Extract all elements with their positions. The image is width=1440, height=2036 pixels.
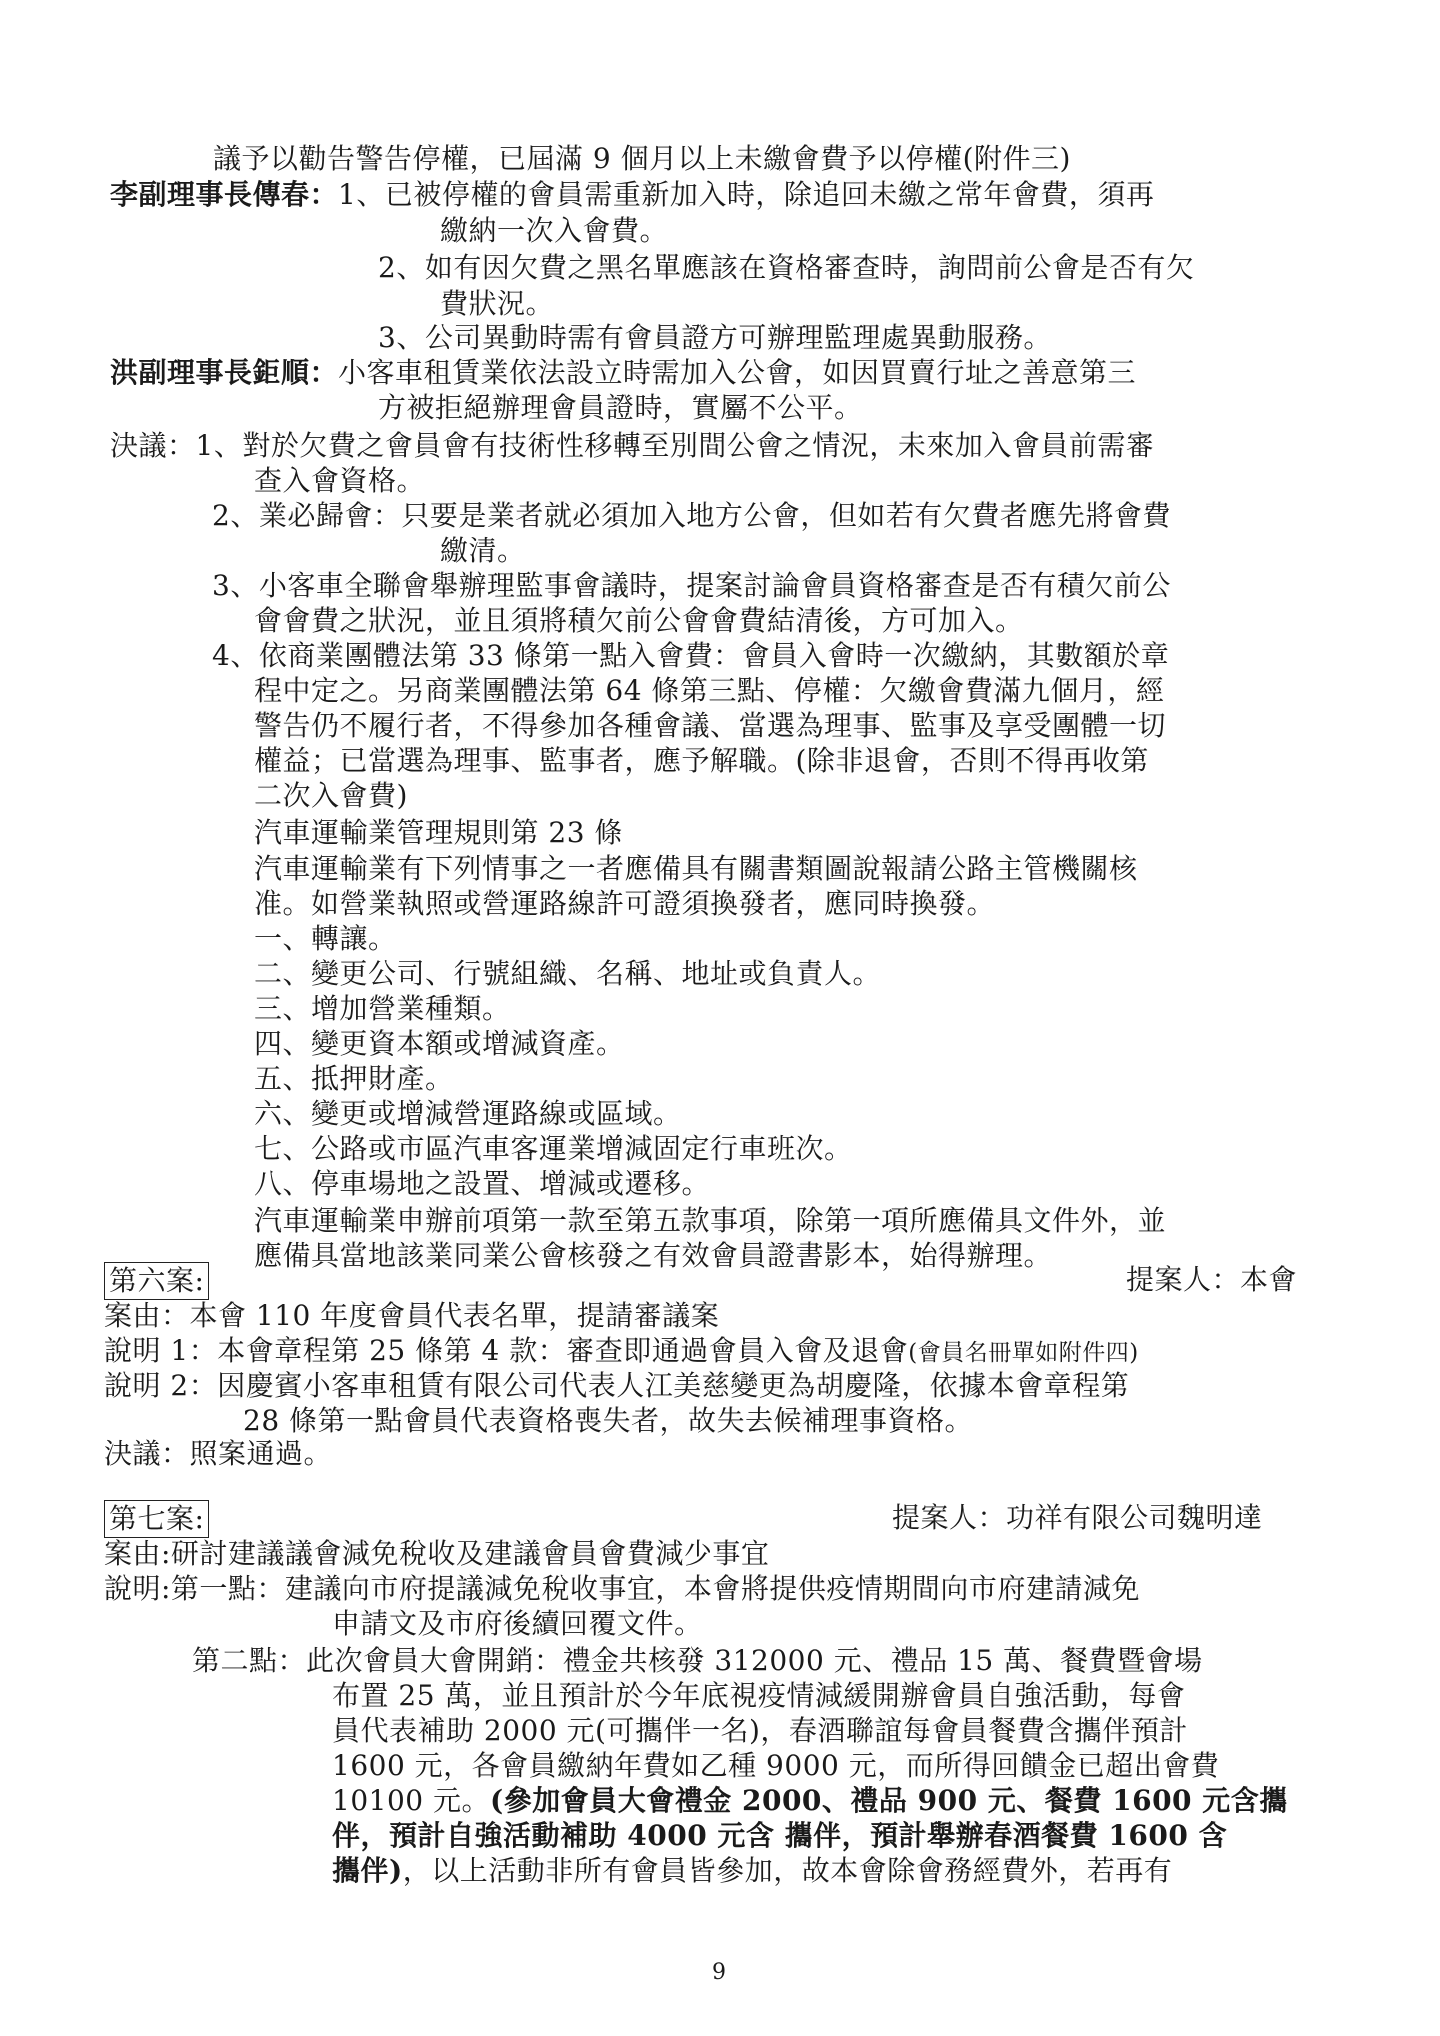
text-line: 汽車運輸業有下列情事之一者應備具有關書類圖說報請公路主管機關核 <box>254 852 1138 885</box>
text-line: 程中定之。另商業團體法第 64 條第三點、停權：欠繳會費滿九個月，經 <box>254 674 1165 707</box>
text-line: 二次入會費) <box>254 779 408 812</box>
text-line <box>110 177 1154 213</box>
list-item: 四、變更資本額或增減資產。 <box>254 1027 625 1060</box>
speaker-name: 洪副理事長鉅順： <box>110 356 339 389</box>
text-line <box>110 355 1136 391</box>
text-line: 會會費之狀況，並且須將積欠前公會會費結清後，方可加入。 <box>254 604 1024 637</box>
text-line: 警告仍不履行者，不得參加各種會議、當選為理事、監事及享受團體一切 <box>254 709 1167 742</box>
text-line: 3、小客車全聯會舉辦理監事會議時，提案討論會員資格審查是否有積欠前公 <box>212 569 1171 602</box>
list-item: 六、變更或增減營運路線或區域。 <box>254 1097 682 1130</box>
text-line: 權益；已當選為理事、監事者，應予解職。(除非退會，否則不得再收第 <box>254 744 1149 777</box>
text-line: 繳清。 <box>440 534 526 567</box>
bold-note: 伴，預計自強活動補助 4000 元含 攜伴，預計舉辦春酒餐費 1600 含 <box>332 1819 1228 1852</box>
body-text: 10100 元。 <box>332 1784 490 1817</box>
text-line: 申請文及市府後續回覆文件。 <box>332 1607 703 1640</box>
text-line: 第二點：此次會員大會開銷：禮金共核發 312000 元、禮品 15 萬、餐費暨會場 <box>192 1644 1203 1677</box>
case-six-proposer: 提案人：本會 <box>1126 1263 1298 1296</box>
speaker-text: 小客車租賃業依法設立時需加入公會，如因買賣行址之善意第三 <box>338 356 1137 389</box>
text-line: 說明 2：因慶賓小客車租賃有限公司代表人江美慈變更為胡慶隆，依據本會章程第 <box>104 1369 1130 1402</box>
bold-note: (參加會員大會禮金 2000、禮品 900 元、餐費 1600 元含攜 <box>489 1784 1288 1817</box>
text-line <box>104 1333 1139 1371</box>
text-line: 案由：本會 110 年度會員代表名單，提請審議案 <box>104 1299 720 1332</box>
list-item: 二、變更公司、行號組織、名稱、地址或負責人。 <box>254 957 882 990</box>
bold-note: 攜伴) <box>332 1854 403 1887</box>
text-line: 查入會資格。 <box>254 464 426 497</box>
annex-note: (會員名冊單如附件四) <box>908 1340 1139 1366</box>
resolution-line: 決議：1、對於欠費之會員會有技術性移轉至別間公會之情況，未來加入會員前需審 <box>110 429 1155 462</box>
speaker-text: 1、已被停權的會員需重新加入時，除追回未繳之常年會費，須再 <box>338 178 1155 211</box>
text-line: 繳納一次入會費。 <box>440 214 669 247</box>
list-item: 三、增加營業種類。 <box>254 992 511 1025</box>
text-line: 4、依商業團體法第 33 條第一點入會費：會員入會時一次繳納，其數額於章 <box>212 639 1170 672</box>
list-item: 八、停車場地之設置、增減或遷移。 <box>254 1167 711 1200</box>
text-line: 說明:第一點：建議向市府提議減免稅收事宜，本會將提供疫情期間向市府建請減免 <box>104 1572 1140 1605</box>
list-item: 五、抵押財產。 <box>254 1062 454 1095</box>
case-seven-proposer: 提案人：功祥有限公司魏明達 <box>892 1501 1263 1534</box>
text-line: 1600 元，各會員繳納年費如乙種 9000 元，而所得回饋金已超出會費 <box>332 1749 1220 1782</box>
text-line: 2、業必歸會：只要是業者就必須加入地方公會，但如若有欠費者應先將會費 <box>212 499 1171 532</box>
text-line: 方被拒絕辦理會員證時，實屬不公平。 <box>378 391 863 424</box>
text-line: 28 條第一點會員代表資格喪失者，故失去候補理事資格。 <box>243 1404 974 1437</box>
text-line <box>332 1783 1288 1819</box>
case-seven-label: 第七案: <box>104 1500 209 1538</box>
page-number: 9 <box>712 1960 727 1985</box>
regulation-title: 汽車運輸業管理規則第 23 條 <box>254 816 623 849</box>
speaker-name: 李副理事長傳春： <box>110 178 339 211</box>
text-line: 費狀況。 <box>440 287 555 320</box>
text-line: 案由:研討建議議會減免稅收及建議會員會費減少事宜 <box>104 1537 770 1570</box>
list-item: 七、公路或市區汽車客運業增減固定行車班次。 <box>254 1132 853 1165</box>
text-line <box>332 1853 1172 1889</box>
text-line: 應備具當地該業同業公會核發之有效會員證書影本，始得辦理。 <box>254 1239 1053 1272</box>
text-line: 3、公司異動時需有會員證方可辦理監理處異動服務。 <box>378 321 1052 354</box>
body-text: ，以上活動非所有會員皆參加，故本會除會務經費外，若再有 <box>402 1854 1173 1887</box>
case-six-label: 第六案: <box>104 1262 209 1300</box>
resolution-line: 決議：照案通過。 <box>104 1437 333 1470</box>
text-line: 2、如有因欠費之黑名單應該在資格審查時，詢問前公會是否有欠 <box>378 251 1195 284</box>
list-item: 一、轉讓。 <box>254 922 397 955</box>
text-line: 布置 25 萬，並且預計於今年底視疫情減緩開辦會員自強活動，每會 <box>332 1679 1186 1712</box>
text-line: 員代表補助 2000 元(可攜伴一名)，春酒聯誼每會員餐費含攜伴預計 <box>332 1714 1188 1747</box>
explanation-text: 說明 1：本會章程第 25 條第 4 款：審查即通過會員入會及退會 <box>104 1334 909 1367</box>
text-line: 汽車運輸業申辦前項第一款至第五款事項，除第一項所應備具文件外，並 <box>254 1204 1167 1237</box>
text-line: 議予以勸告警告停權，已屆滿 9 個月以上未繳會費予以停權(附件三) <box>213 142 1071 175</box>
text-line: 准。如營業執照或營運路線許可證須換發者，應同時換發。 <box>254 887 996 920</box>
